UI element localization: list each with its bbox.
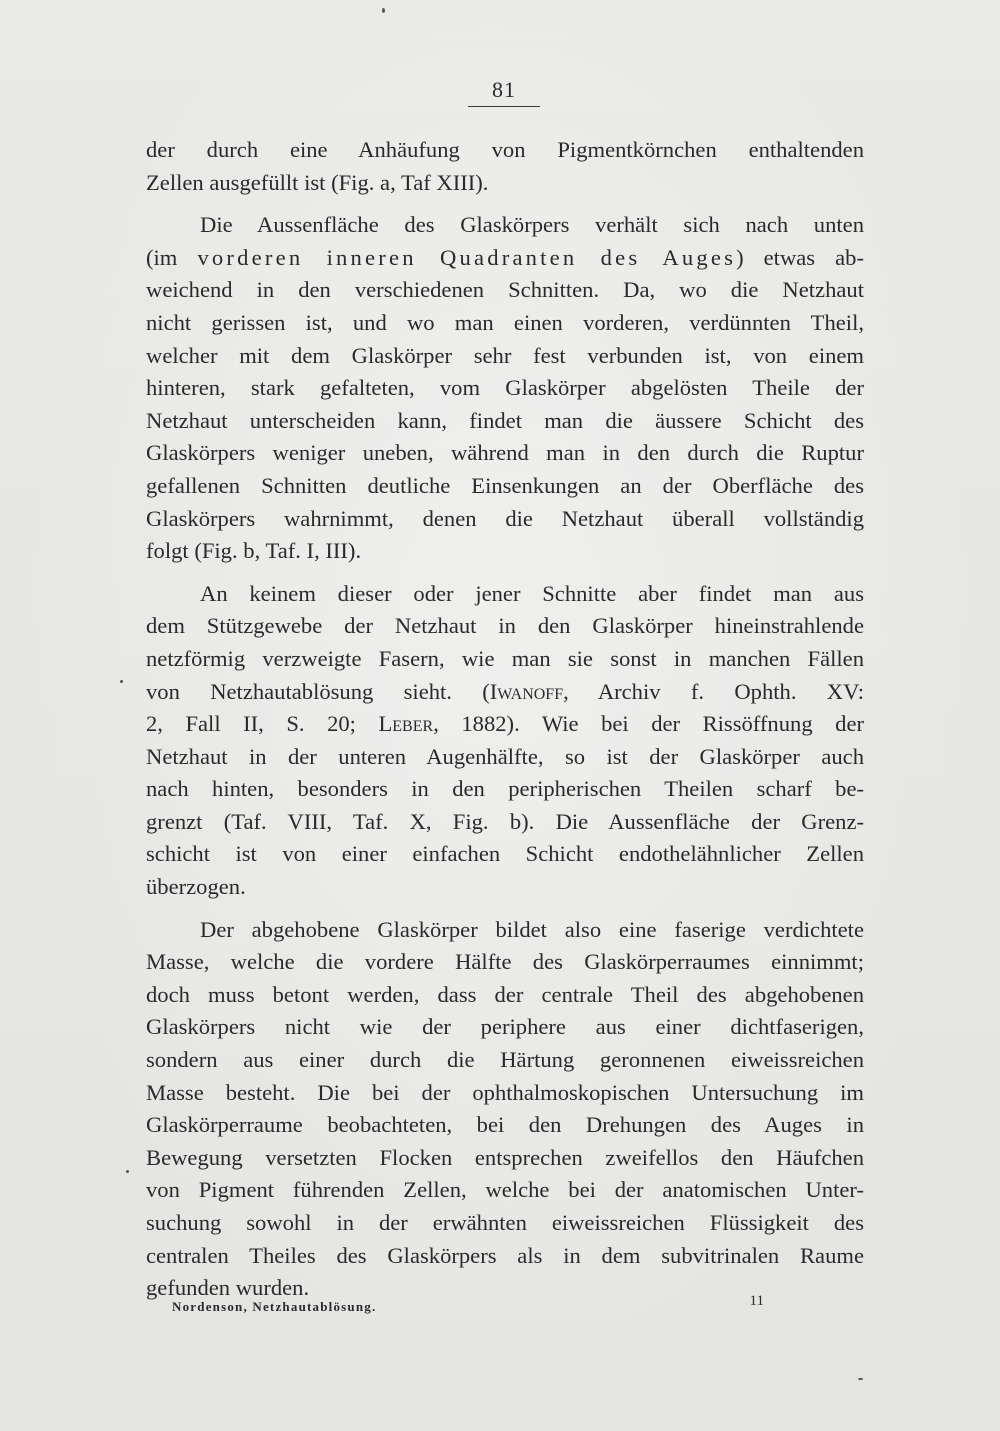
text-line: Bewegung versetzten Flocken entsprechen zweifellos den Häufchen — [146, 1144, 864, 1170]
text-line: nicht gerissen ist, und wo man einen vorderen, verdünnten Theil, — [146, 309, 864, 335]
text-line: Netzhaut unterscheiden kann, findet man die äussere Schicht des — [146, 407, 864, 433]
text-line: centralen Theiles des Glaskörpers als in dem subvitrinalen Raume — [146, 1242, 864, 1268]
text-line: überzogen. — [146, 874, 246, 900]
text-line: suchung sowohl in der erwähnten eiweissreichen Flüssigkeit des — [146, 1210, 864, 1235]
text-line: gefallenen Schnitten deutliche Einsenkungen an der Oberfläche des — [146, 472, 864, 498]
paragraph — [146, 134, 864, 199]
paragraph-gap — [146, 904, 864, 914]
header-rule — [468, 106, 540, 107]
text-line: 2, Fall II, S. 20; Leber, 1882). Wie bei der Rissöffnung der — [146, 711, 864, 737]
text-line: Masse besteht. Die bei der ophthalmoskopischen Untersuchung im — [146, 1079, 864, 1105]
page-header — [468, 76, 540, 107]
text-line: folgt (Fig. b, Taf. I, III). — [146, 538, 362, 564]
text-line: nach hinten, besonders in den peripherischen Theilen scharf be- — [146, 776, 864, 802]
paragraph — [146, 914, 864, 1305]
text-line: Glaskörpers nicht wie der periphere aus einer dichtfaserigen, — [146, 1014, 864, 1040]
print-speck — [126, 1170, 129, 1173]
text-line: An keinem dieser oder jener Schnitte aber findet man aus — [200, 580, 864, 606]
paragraph — [146, 578, 864, 904]
print-speck — [858, 1378, 863, 1380]
text-line: Masse, welche die vordere Hälfte des Glaskörperraumes einnimmt; — [146, 949, 864, 975]
text-line: hinteren, stark gefalteten, vom Glaskörper abgelösten Theile der — [146, 375, 864, 401]
body-text — [146, 134, 864, 1305]
print-speck — [120, 680, 123, 683]
text-line: von Pigment führenden Zellen, welche bei der anatomischen Unter- — [146, 1177, 864, 1203]
text-line: Die Aussenfläche des Glaskörpers verhält sich nach unten — [200, 212, 864, 238]
text-line: grenzt (Taf. VIII, Taf. X, Fig. b). Die Aussenfläche der Grenz- — [146, 808, 864, 834]
text-line: der durch eine Anhäufung von Pigmentkörnchen enthaltenden — [146, 137, 864, 162]
text-line: netzförmig verzweigte Fasern, wie man sie sonst in manchen Fällen — [146, 645, 864, 671]
text-line: Glaskörpers weniger uneben, während man in den durch die Ruptur — [146, 440, 864, 466]
text-line: schicht ist von einer einfachen Schicht endothelähnlicher Zellen — [146, 841, 864, 867]
footer-signature: Nordenson, Netzhautablösung. — [172, 1299, 377, 1314]
paragraph — [146, 209, 864, 568]
text-line: sondern aus einer durch die Härtung geronnenen eiweissreichen — [146, 1047, 864, 1073]
text-line: Glaskörpers wahrnimmt, denen die Netzhaut überall vollständig — [146, 505, 864, 531]
text-line: weichend in den verschiedenen Schnitten. Da, wo die Netzhaut — [146, 277, 864, 303]
text-line: dem Stützgewebe der Netzhaut in den Glaskörper hineinstrahlende — [146, 613, 864, 639]
text-line: Netzhaut in der unteren Augenhälfte, so ist der Glaskörper auch — [146, 743, 864, 769]
print-speck — [382, 8, 385, 13]
footer-sheet-number: 11 — [749, 1293, 764, 1309]
text-line: welcher mit dem Glaskörper sehr fest verbunden ist, von einem — [146, 342, 864, 368]
paragraph-gap — [146, 199, 864, 209]
text-line: gefunden wurden. — [146, 1275, 310, 1301]
text-line: Zellen ausgefüllt ist (Fig. a, Taf XIII). — [146, 169, 489, 195]
paragraph-gap — [146, 568, 864, 578]
text-line: (im vorderen inneren Quadranten des Auges) etwas ab- — [146, 244, 864, 270]
text-line: von Netzhautablösung sieht. (Iwanoff, Archiv f. Ophth. XV: — [146, 678, 864, 704]
text-line: doch muss betont werden, dass der centrale Theil des abgehobenen — [146, 981, 864, 1007]
text-line: Der abgehobene Glaskörper bildet also eine faserige verdichtete — [200, 916, 864, 942]
page-number: 81 — [492, 77, 516, 102]
text-line: Glaskörperraume beobachteten, bei den Drehungen des Auges in — [146, 1112, 864, 1138]
